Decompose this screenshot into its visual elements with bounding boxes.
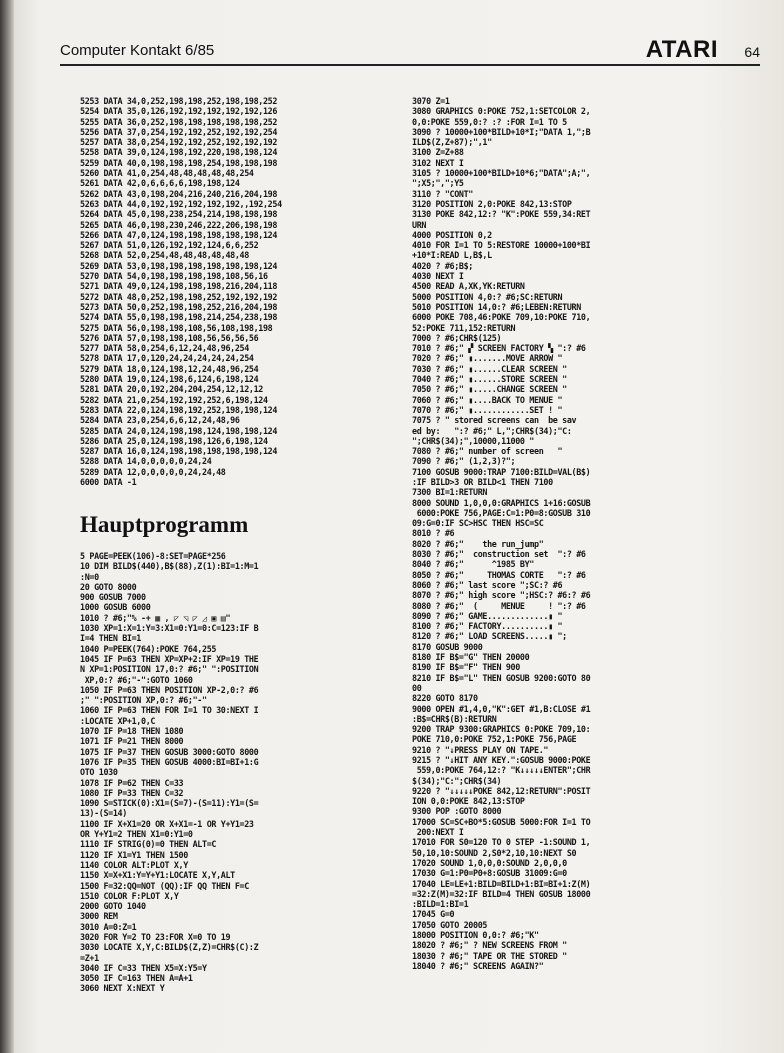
- code-line: 20 GOTO 8000: [80, 581, 137, 592]
- code-line: 5261 DATA 42,0,6,6,6,6,198,198,124: [80, 178, 240, 189]
- code-line: 7100 GOSUB 9000:TRAP 7100:BILD=VAL(B$): [412, 466, 591, 477]
- code-line: 8080 ? #6;" ( MENUE ! ":? #6: [412, 600, 586, 611]
- code-line: 3030 LOCATE X,Y,C:BILD$(Z,Z)=CHR$(C):Z: [80, 942, 259, 953]
- code-line: 5257 DATA 38,0,254,192,192,252,192,192,192: [80, 137, 278, 148]
- code-line: 52:POKE 711,152:RETURN: [412, 322, 516, 333]
- code-line: 13)-(S=14): [80, 808, 127, 819]
- code-line: 5256 DATA 37,0,254,192,192,252,192,192,254: [80, 126, 278, 137]
- code-line: 1060 IF P=63 THEN FOR I=1 TO 30:NEXT I: [80, 705, 259, 716]
- code-line: 5287 DATA 16,0,124,198,198,198,198,198,124: [80, 446, 278, 457]
- page-spine-shadow: [0, 0, 14, 1053]
- code-line: 17010 FOR S0=120 TO 0 STEP -1:SOUND 1,: [412, 837, 591, 848]
- code-line: 7060 ? #6;" ▮....BACK TO MENUE ": [412, 394, 563, 405]
- code-line: 5000 POSITION 4,0:? #6;SC:RETURN: [412, 291, 563, 302]
- code-line: :B$=CHR$(B):RETURN: [412, 713, 497, 724]
- code-line: 900 GOSUB 7000: [80, 592, 146, 603]
- code-line: 8100 ? #6;" FACTORY..........▮ ": [412, 621, 563, 632]
- code-line: 3110 ? "CONT": [412, 188, 473, 199]
- code-line: 7010 ? #6;" ▞ SCREEN FACTORY ▚ ":? #6: [412, 343, 586, 354]
- code-line: 8070 ? #6;" high score ";HSC:? #6:? #6: [412, 590, 591, 601]
- code-line: ILD$(Z,Z+87);",1": [412, 137, 492, 148]
- code-line: 17050 GOTO 20005: [412, 919, 488, 930]
- code-line: 5258 DATA 39,0,124,198,192,220,198,198,124: [80, 147, 278, 158]
- code-line: 1510 COLOR F:PLOT X,Y: [80, 890, 179, 901]
- code-line: ;" ":POSITION XP,0:? #6;"-": [80, 695, 207, 706]
- code-line: 3120 POSITION 2,0:POKE 842,13:STOP: [412, 198, 572, 209]
- code-line: 3090 ? 10000+100*BILD+10*I;"DATA 1,";B: [412, 126, 591, 137]
- code-line: 17045 G=0: [412, 909, 455, 920]
- code-line: 5259 DATA 40,0,198,198,198,254,198,198,198: [80, 157, 278, 168]
- code-line: :BILD=1:BI=1: [412, 899, 469, 910]
- code-line: 8000 SOUND 1,0,0,0:GRAPHICS 1+16:GOSUB: [412, 497, 591, 508]
- section-title: Hauptprogramm: [80, 512, 249, 537]
- code-line: 5260 DATA 41,0,254,48,48,48,48,48,254: [80, 168, 254, 179]
- code-line: 7040 ? #6;" ▮......STORE SCREEN ": [412, 374, 567, 385]
- code-line: 17020 SOUND 1,0,0,0:SOUND 2,0,0,0: [412, 857, 567, 868]
- code-line: 1080 IF P=33 THEN C=32: [80, 787, 184, 798]
- code-line: 6000:POKE 756,PAGE:C=1:P0=8:GOSUB 310: [412, 507, 591, 518]
- code-line: 1071 IF P=21 THEN 8000: [80, 736, 184, 747]
- code-line: 9215 ? "↓HIT ANY KEY.":GOSUB 9000:POKE: [412, 755, 591, 765]
- code-line: 559,0:POKE 764,12:? "K↓↓↓↓↓ENTER";CHR: [412, 765, 591, 776]
- code-line: 5267 DATA 51,0,126,192,192,124,6,6,252: [80, 240, 259, 251]
- code-line: :N=0: [80, 571, 99, 582]
- code-line: URN: [412, 219, 427, 230]
- code-line: 17040 LE=LE+1:BILD=BILD+1:BI=BI+1:Z(M): [412, 878, 591, 889]
- code-line: 7050 ? #6;" ▮.....CHANGE SCREEN ": [412, 384, 567, 395]
- code-line: 1120 IF X1=Y1 THEN 1500: [80, 849, 188, 860]
- code-line: 5262 DATA 43,0,198,204,216,240,216,204,198: [80, 188, 278, 199]
- code-line: XP,0:? #6;"-":GOTO 1060: [80, 674, 193, 685]
- code-line: 5280 DATA 19,0,124,198,6,124,6,198,124: [80, 374, 259, 385]
- code-line: 5272 DATA 48,0,252,198,198,252,192,192,192: [80, 291, 278, 302]
- code-line: :LOCATE XP+1,0,C: [80, 715, 156, 726]
- code-line: 5279 DATA 18,0,124,198,12,24,48,96,254: [80, 363, 259, 374]
- code-line: 5276 DATA 57,0,198,198,108,56,56,56,56: [80, 332, 259, 343]
- code-line: 5 PAGE=PEEK(106)-8:SET=PAGE*256: [80, 551, 226, 561]
- code-line: 5253 DATA 34,0,252,198,198,252,198,198,252: [80, 96, 278, 106]
- code-line: 9300 POP :GOTO 8000: [412, 806, 502, 817]
- code-line: 09:G=0:IF SC>HSC THEN HSC=SC: [412, 518, 544, 529]
- code-line: 7000 ? #6;CHR$(125): [412, 332, 502, 343]
- code-line: 4030 NEXT I: [412, 271, 464, 282]
- code-line: 1100 IF X+X1=20 OR X+X1=-1 OR Y+Y1=23: [80, 818, 254, 829]
- code-line: 18040 ? #6;" SCREENS AGAIN?": [412, 960, 544, 971]
- code-line: 5263 DATA 44,0,192,192,192,192,192,,192,254: [80, 198, 282, 209]
- code-line: OR Y+Y1=2 THEN X1=0:Y1=0: [80, 829, 193, 840]
- code-line: ";CHR$(34);",10000,11000 ": [412, 435, 534, 446]
- page-number: 64: [744, 44, 760, 60]
- code-line: 5274 DATA 55,0,198,198,198,214,254,238,198: [80, 312, 278, 323]
- code-line: 3102 NEXT I: [412, 157, 464, 168]
- code-line: 5273 DATA 50,0,252,198,198,252,216,204,198: [80, 301, 278, 312]
- code-line: 50,10,10:SOUND 2,S0*2,10,10:NEXT S0: [412, 847, 577, 858]
- code-line: 3060 NEXT X:NEXT Y: [80, 983, 165, 994]
- code-line: 1150 X=X+X1:Y=Y+Y1:LOCATE X,Y,ALT: [80, 870, 235, 881]
- code-line: 4020 ? #6;B$;: [412, 260, 473, 271]
- code-line: 1076 IF P=35 THEN GOSUB 4000:BI=BI+1:G: [80, 756, 259, 767]
- code-line: $(34);"C:";CHR$(34): [412, 775, 502, 786]
- code-line: 5271 DATA 49,0,124,198,198,198,216,204,118: [80, 281, 278, 292]
- code-line: +10*I:READ L,B$,L: [412, 250, 492, 261]
- code-line: 3000 REM: [80, 911, 118, 922]
- code-line: I=4 THEN BI=1: [80, 633, 141, 644]
- code-line: 4000 POSITION 0,2: [412, 229, 492, 240]
- code-line: 5286 DATA 25,0,124,198,198,126,6,198,124: [80, 435, 268, 446]
- code-line: 8210 IF B$="L" THEN GOSUB 9200:GOTO 80: [412, 672, 591, 683]
- code-line: =32:Z(M)=32:IF BILD=4 THEN GOSUB 18000: [412, 888, 591, 899]
- code-line: 1075 IF P=37 THEN GOSUB 3000:GOTO 8000: [80, 746, 259, 757]
- code-line: 5282 DATA 21,0,254,192,192,252,6,198,124: [80, 394, 268, 405]
- code-line: 1500 F=32:QQ=NOT (QQ):IF QQ THEN F=C: [80, 880, 249, 891]
- code-line: 9210 ? "↓PRESS PLAY ON TAPE.": [412, 744, 549, 755]
- brand-title: ATARI: [645, 36, 718, 63]
- code-line: 3040 IF C=33 THEN X5=X:Y5=Y: [80, 962, 207, 973]
- code-line: 1040 P=PEEK(764):POKE 764,255: [80, 643, 217, 654]
- code-line: 7030 ? #6;" ▮......CLEAR SCREEN ": [412, 363, 567, 374]
- code-line: 1045 IF P=63 THEN XP=XP+2:IF XP=19 THE: [80, 653, 259, 664]
- code-line: 8030 ? #6;" construction set ":? #6: [412, 549, 586, 560]
- code-line: ION 0,0:POKE 842,13:STOP: [412, 796, 525, 807]
- code-line: 5277 DATA 58,0,254,6,12,24,48,96,254: [80, 343, 249, 354]
- code-line: 6000 POKE 708,46:POKE 709,10:POKE 710,: [412, 312, 591, 323]
- code-line: 8120 ? #6;" LOAD SCREENS.....▮ ";: [412, 631, 567, 642]
- code-line: 6000 DATA -1: [80, 476, 137, 487]
- code-line: 1030 XP=1:X=1:Y=3:X1=0:Y1=0:C=123:IF B: [80, 623, 259, 634]
- code-line: 1070 IF P=18 THEN 1080: [80, 726, 184, 737]
- code-line: 5010 POSITION 14,0:? #6;LEBEN:RETURN: [412, 301, 581, 312]
- code-line: 5288 DATA 14,0,0,0,0,0,24,24: [80, 456, 212, 467]
- code-line: 3070 Z=1: [412, 96, 450, 106]
- code-line: 5289 DATA 12,0,0,0,0,0,24,24,48: [80, 466, 226, 477]
- code-line: 7070 ? #6;" ▮............SET ! ": [412, 404, 563, 415]
- code-line: 3130 POKE 842,12:? "K":POKE 559,34:RET: [412, 209, 591, 220]
- code-line: :IF BILD>3 OR BILD<1 THEN 7100: [412, 476, 553, 487]
- code-line: 1010 ? #6;"% -+ ▦ , ◸ ◹ ◸ ◿ ▣ ▤": [80, 612, 231, 623]
- code-line: 5266 DATA 47,0,124,198,198,198,198,198,124: [80, 229, 278, 240]
- code-line: 8170 GOSUB 9000: [412, 641, 483, 652]
- code-line: 8190 IF B$="F" THEN 900: [412, 662, 520, 673]
- code-line: N XP=1:POSITION 17,0:? #6;" ":POSITION: [80, 664, 259, 675]
- main-program-listing: [80, 551, 400, 994]
- code-line: 8020 ? #6;" the run_jump": [412, 538, 544, 549]
- code-line: 7300 BI=1:RETURN: [412, 487, 488, 498]
- code-line: 5264 DATA 45,0,198,238,254,214,198,198,198: [80, 209, 278, 220]
- code-line: 5275 DATA 56,0,198,198,108,56,108,198,198: [80, 322, 273, 333]
- code-line: 0,0:POKE 559,0:? :? :FOR I=1 TO 5: [412, 116, 567, 127]
- code-line: 5281 DATA 20,0,192,204,204,254,12,12,12: [80, 384, 263, 395]
- code-line: OTO 1030: [80, 767, 118, 778]
- page-header: [60, 36, 760, 66]
- code-line: 1078 IF P=62 THEN C=33: [80, 777, 184, 788]
- code-line: 1000 GOSUB 6000: [80, 602, 151, 613]
- code-line: 1110 IF STRIG(0)=0 THEN ALT=C: [80, 839, 217, 850]
- code-line: 8050 ? #6;" THOMAS CORTE ":? #6: [412, 569, 586, 580]
- code-line: 5255 DATA 36,0,252,198,198,198,198,198,252: [80, 116, 278, 127]
- code-line: 9200 TRAP 9300:GRAPHICS 0:POKE 709,10:: [412, 724, 591, 735]
- code-line: 8010 ? #6: [412, 528, 455, 539]
- code-line: 5270 DATA 54,0,198,198,198,198,108,56,16: [80, 271, 268, 282]
- code-line: 8220 GOTO 8170: [412, 693, 478, 704]
- code-line: ";X5;",";Y5: [412, 178, 464, 189]
- code-line: 4500 READ A,XK,YK:RETURN: [412, 281, 525, 292]
- code-line: ed by: ":? #6;" L,";CHR$(34);"C:: [412, 425, 572, 436]
- code-line: 7080 ? #6;" number of screen ": [412, 446, 563, 457]
- code-line: 5284 DATA 23,0,254,6,6,12,24,48,96: [80, 415, 240, 426]
- code-line: 200:NEXT I: [412, 827, 464, 838]
- code-line: 3050 IF C=163 THEN A=A+1: [80, 973, 193, 984]
- code-line: 5269 DATA 53,0,198,198,198,198,198,198,124: [80, 260, 278, 271]
- code-line: 2000 GOTO 1040: [80, 901, 146, 912]
- code-line: 7020 ? #6;" ▮.......MOVE ARROW ": [412, 353, 563, 364]
- code-line: 5265 DATA 46,0,198,230,246,222,206,198,198: [80, 219, 278, 230]
- code-line: 8180 IF B$="G" THEN 20000: [412, 652, 530, 663]
- data-listing-left: [80, 96, 400, 487]
- code-line: 9220 ? "↓↓↓↓↓POKE 842,12:RETURN":POSIT: [412, 785, 591, 796]
- code-line: 18030 ? #6;" TAPE OR THE STORED ": [412, 950, 567, 961]
- code-line: 00: [412, 682, 422, 693]
- code-line: POKE 710,0:POKE 752,1:POKE 756,PAGE: [412, 734, 577, 745]
- code-line: 8060 ? #6;" last score ";SC:? #6: [412, 579, 563, 590]
- code-line: 1140 COLOR ALT:PLOT X,Y: [80, 859, 188, 870]
- code-line: 10 DIM BILD$(440),B$(88),Z(1):BI=1:M=1: [80, 561, 259, 572]
- code-line: 18020 ? #6;" ? NEW SCREENS FROM ": [412, 940, 567, 951]
- code-line: 3020 FOR Y=2 TO 23:FOR X=0 TO 19: [80, 931, 231, 942]
- code-line: 5278 DATA 17,0,120,24,24,24,24,24,254: [80, 353, 254, 364]
- code-line: 18000 POSITION 0,0:? #6;"K": [412, 930, 539, 941]
- code-line: 8090 ? #6;" GAME.............▮ ": [412, 610, 563, 621]
- code-line: 17030 G=1:P0=P0+8:GOSUB 31009:G=0: [412, 868, 567, 879]
- code-line: 1090 S=STICK(0):X1=(S=7)-(S=11):Y1=(S=: [80, 798, 259, 809]
- code-line: 4010 FOR I=1 TO 5:RESTORE 10000+100*BI: [412, 240, 591, 251]
- code-line: 9000 OPEN #1,4,0,"K":GET #1,B:CLOSE #1: [412, 703, 591, 714]
- code-line: 3080 GRAPHICS 0:POKE 752,1:SETCOLOR 2,: [412, 106, 591, 117]
- code-line: 1050 IF P=63 THEN POSITION XP-2,0:? #6: [80, 684, 259, 695]
- code-line: 5268 DATA 52,0,254,48,48,48,48,48,48: [80, 250, 249, 261]
- code-line: 17000 SC=SC+BO*5:GOSUB 5000:FOR I=1 TO: [412, 816, 591, 827]
- code-line: 7075 ? " stored screens can be sav: [412, 415, 577, 426]
- code-line: 3105 ? 10000+100*BILD+10*6;"DATA";A;",: [412, 168, 591, 179]
- code-line: 8040 ? #6;" ^1985 BY": [412, 559, 534, 570]
- code-line: 5285 DATA 24,0,124,198,198,124,198,198,124: [80, 425, 278, 436]
- magazine-issue: Computer Kontakt 6/85: [60, 42, 215, 59]
- code-line: 5283 DATA 22,0,124,198,192,252,198,198,124: [80, 404, 278, 415]
- code-line: 5254 DATA 35,0,126,192,192,192,192,192,126: [80, 106, 278, 117]
- program-listing-right: [412, 96, 762, 971]
- code-line: =Z+1: [80, 952, 99, 963]
- code-line: 3100 Z=Z+88: [412, 147, 464, 158]
- code-line: 7090 ? #6;" (1,2,3)?";: [412, 456, 516, 467]
- code-line: 3010 A=0:Z=1: [80, 921, 137, 932]
